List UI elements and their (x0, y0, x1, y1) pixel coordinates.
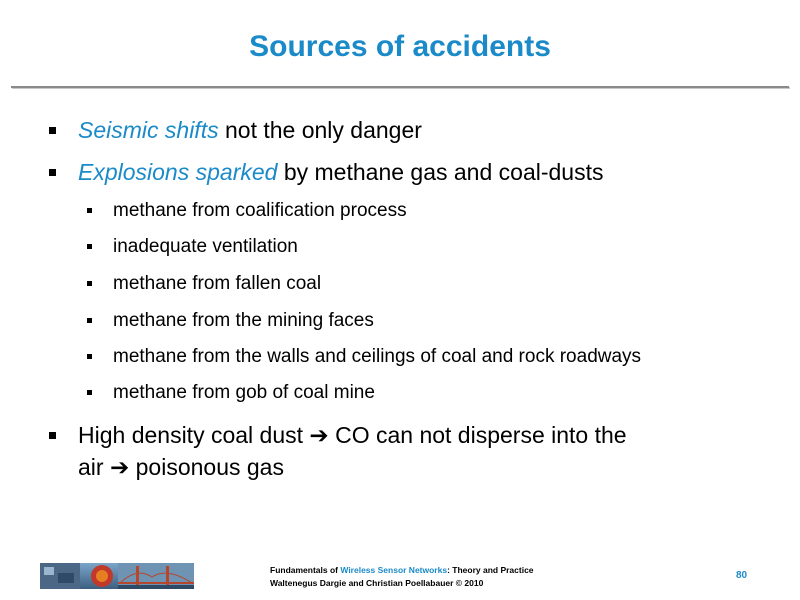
sub-bullet-marker (87, 244, 92, 249)
bullet-highlight: Explosions sparked (78, 159, 278, 185)
sub-bullet-item: methane from coalification process (113, 200, 407, 221)
sub-bullet-item: methane from the walls and ceilings of coal and rock roadways (113, 346, 642, 367)
bullet-item-1 (78, 114, 422, 146)
bridge-banner-image (40, 563, 194, 589)
arrow-right-icon: ➔ (309, 423, 329, 449)
sub-bullet-marker (87, 208, 92, 213)
sub-bullet-marker (87, 318, 92, 323)
bullet-text: CO can not disperse into the (328, 422, 627, 448)
bullet-item-3-line-1 (78, 419, 627, 452)
bullet-text: High density coal dust (78, 422, 310, 448)
bridge-banner-graphic (40, 563, 194, 589)
sub-bullet-item: methane from the mining faces (113, 310, 374, 331)
footer-line-2: Waltenegus Dargie and Christian Poellabauer © 2010 (270, 578, 484, 588)
bullet-item-3-line-2 (78, 451, 284, 484)
bullet-marker (49, 127, 56, 134)
bullet-text: by methane gas and coal-dusts (277, 159, 604, 185)
footer-text: Fundamentals of (270, 565, 341, 575)
bullet-marker (49, 432, 56, 439)
sub-bullet-marker (87, 390, 92, 395)
arrow-right-icon: ➔ (109, 455, 130, 481)
title-divider (11, 86, 789, 88)
footer-citation (270, 564, 534, 590)
bullet-highlight: Seismic shifts (78, 117, 219, 143)
bullet-text: not the only danger (218, 117, 422, 143)
sub-bullet-marker (87, 354, 92, 359)
bullet-text: air (78, 454, 110, 480)
footer-line-1 (270, 564, 534, 577)
sub-bullet-item: inadequate ventilation (113, 236, 298, 257)
footer-text: : Theory and Practice (447, 565, 534, 575)
sub-bullet-item: methane from gob of coal mine (113, 382, 375, 403)
slide-title: Sources of accidents (249, 30, 551, 63)
bullet-item-2 (78, 156, 604, 188)
page-number: 80 (736, 570, 748, 581)
bullet-marker (49, 169, 56, 176)
sub-bullet-item: methane from fallen coal (113, 273, 322, 294)
footer-highlight: Wireless Sensor Networks (340, 565, 448, 575)
sub-bullet-marker (87, 281, 92, 286)
bullet-text: poisonous gas (129, 454, 284, 480)
